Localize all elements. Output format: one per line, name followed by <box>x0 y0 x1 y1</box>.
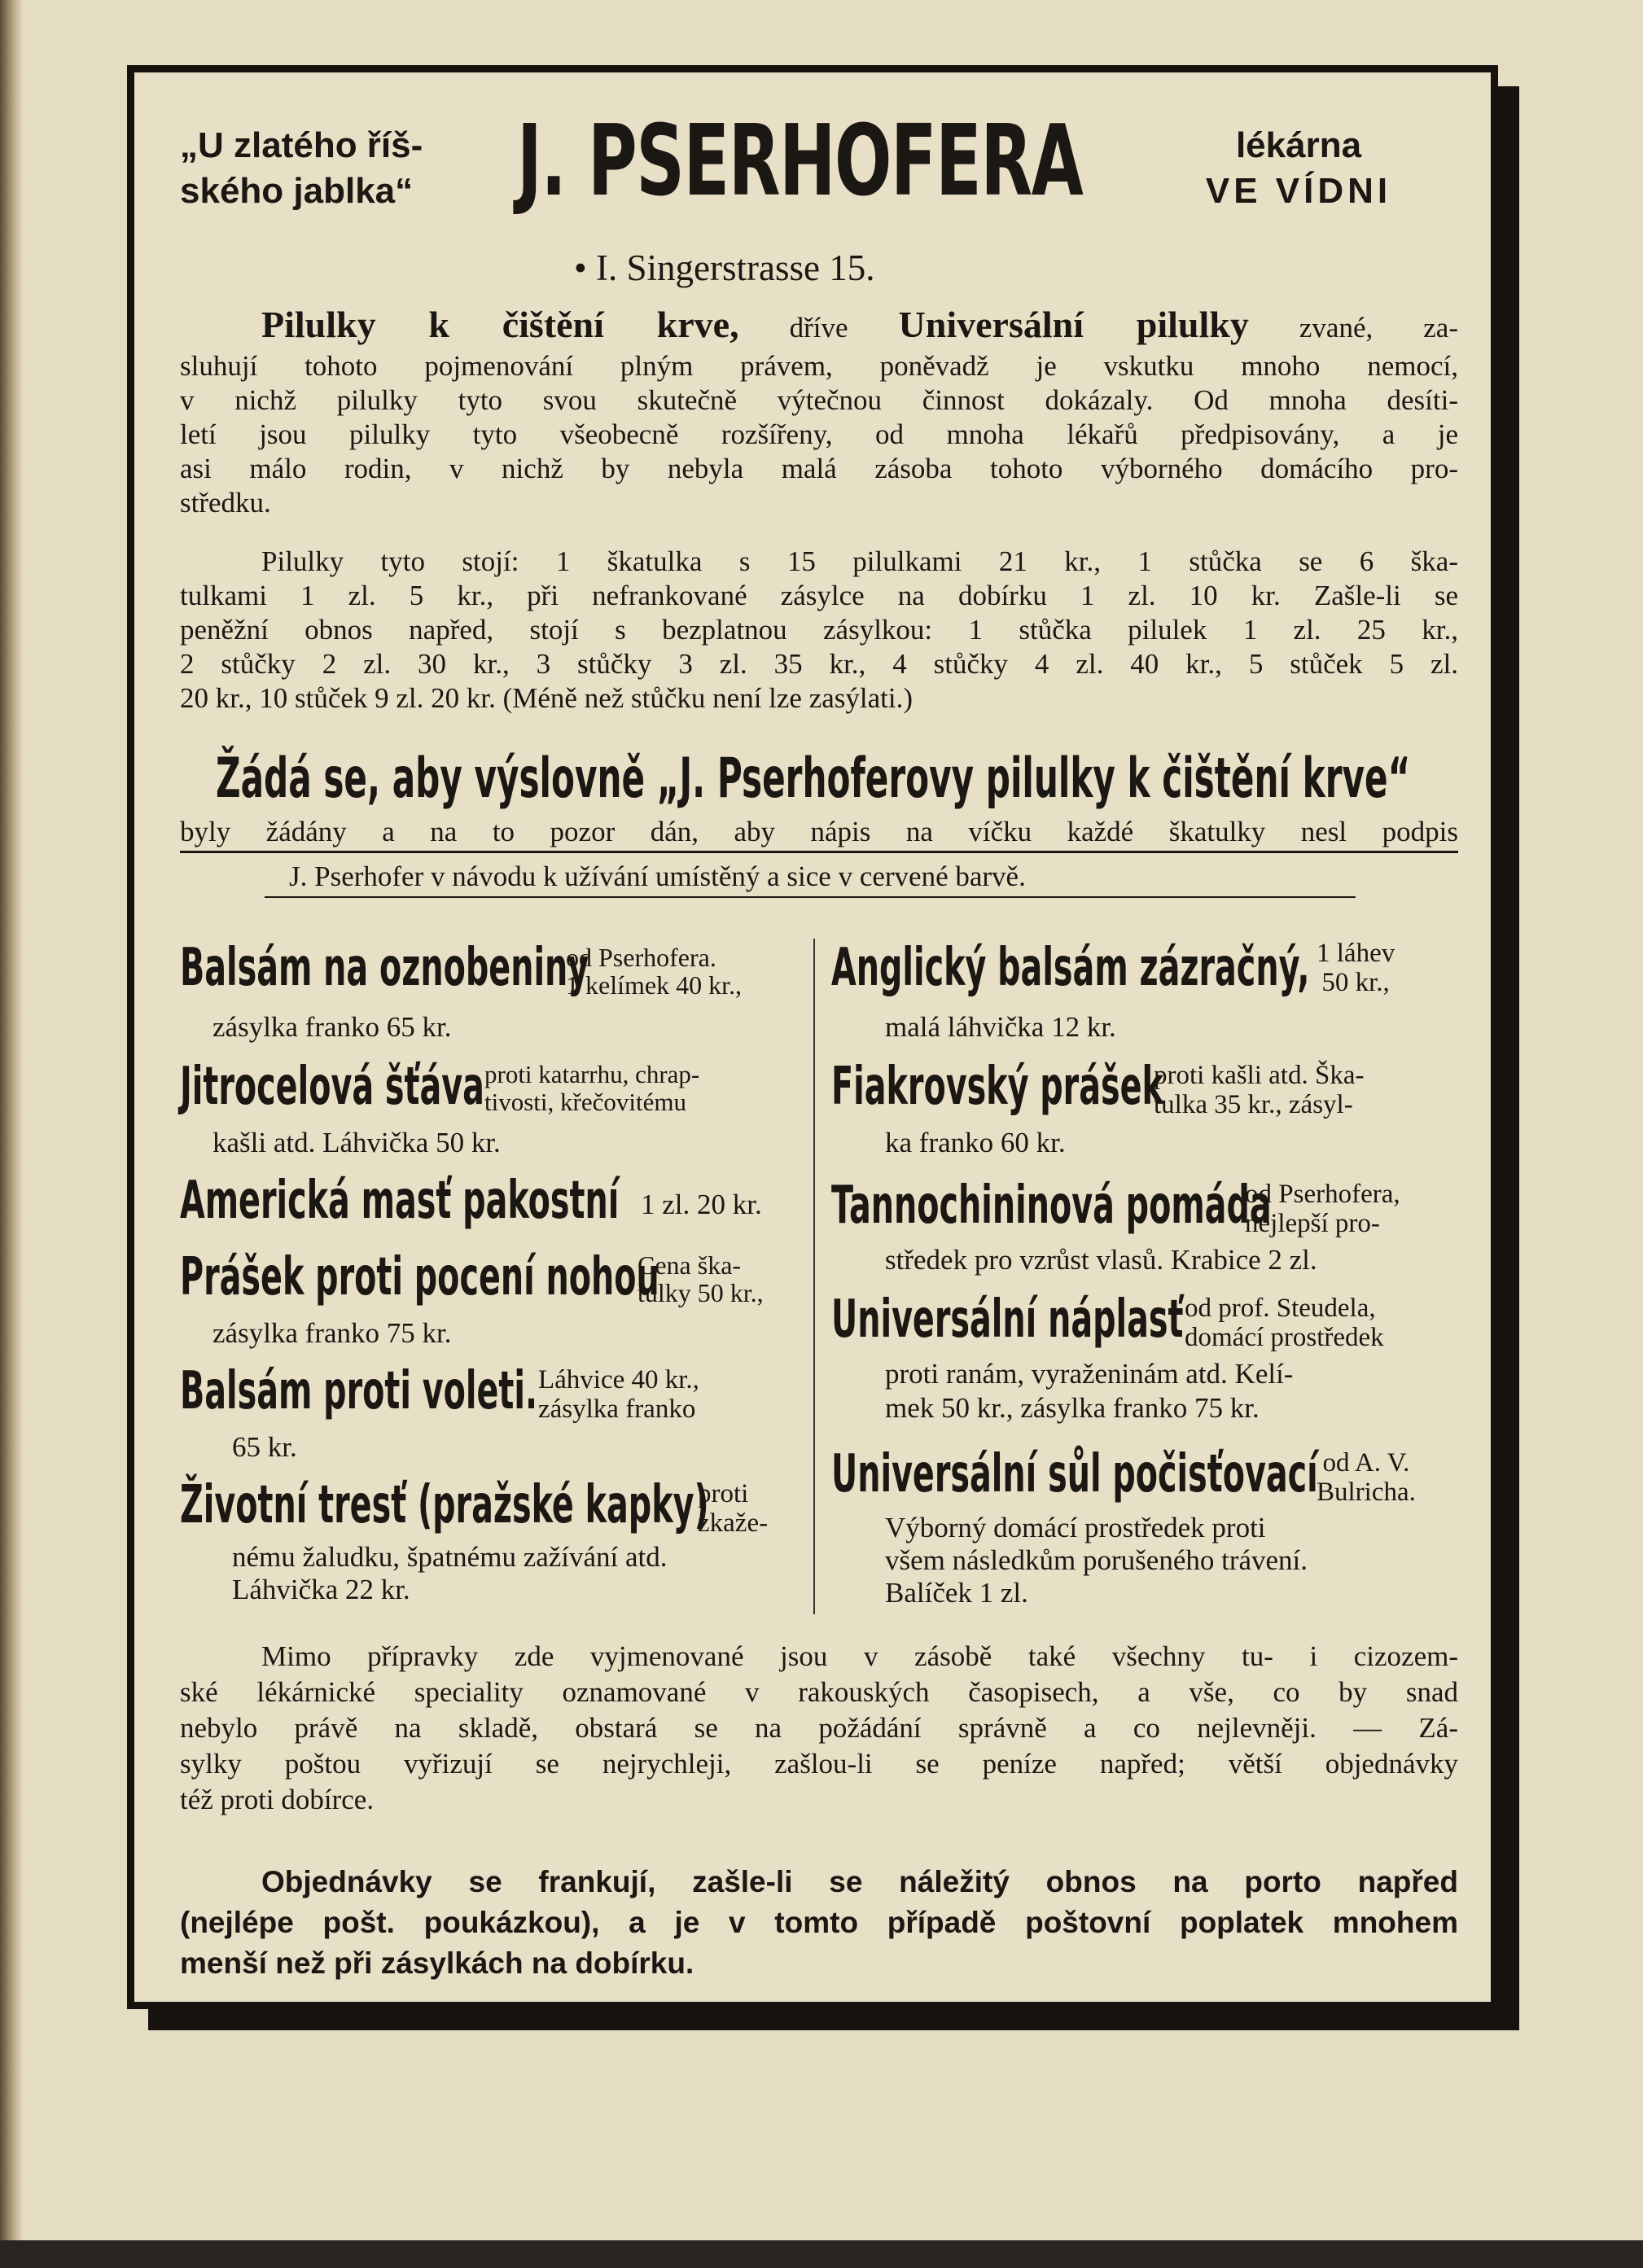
pharmacist-name: J. PSERHOFERA <box>517 105 1083 218</box>
product-detail: zásylka franko 65 kr. <box>212 1011 452 1043</box>
request-heading: Žádá se, aby výslovně „J. Pserhoferovy pilulky k čištění krve“ <box>216 747 1411 811</box>
pharmacy-location <box>1160 123 1437 214</box>
price-line: Pilulky tyto stojí: 1 škatulka s 15 pilulkami 21 kr., 1 stůčka se 6 ška- <box>261 545 1458 577</box>
closing-line: sylky poštou vyřizují se nejrychleji, zašlou-li se peníze napřed; větší objednávky <box>180 1748 1458 1780</box>
intro-line: středku. <box>180 487 271 519</box>
product-note-line: Cena ška- <box>637 1250 742 1280</box>
product-detail: zásylka franko 75 kr. <box>212 1317 452 1349</box>
closing-line: nebylo právě na skladě, obstará se na požádání správně a co nejlevněji. — Zá- <box>180 1712 1458 1744</box>
product-detail: ka franko 60 kr. <box>885 1127 1066 1158</box>
product-note <box>637 1251 764 1307</box>
intro-line: zvané, za- <box>1299 312 1458 344</box>
notice-line: menší než při zásylkách na dobírku. <box>180 1946 694 1980</box>
product-detail <box>232 1541 668 1606</box>
product-name: Americká masť pakostní <box>180 1171 620 1231</box>
notice-line: (nejlépe pošt. poukázkou), a je v tomto případě poštovní poplatek mnohem <box>180 1906 1458 1939</box>
shop-sign-line-1: „U zlatého říš- <box>180 125 423 165</box>
price-line: peněžní obnos napřed, stojí s bezplatnou zásylkou: 1 stůčka pilulek 1 zl. 25 kr., <box>180 614 1458 646</box>
right-product-column <box>831 935 1458 1629</box>
price-line: tulkami 1 zl. 5 kr., při nefrankované zásylce na dobírku 1 zl. 10 kr. Zašle-li se <box>180 580 1458 611</box>
column-divider <box>813 939 815 1614</box>
product-note-line: 50 kr., <box>1321 968 1390 997</box>
product-note-line: proti <box>698 1479 749 1508</box>
product-note-line: od A. V. <box>1322 1448 1410 1478</box>
product-detail <box>885 1357 1293 1425</box>
product-name: Balsám na oznobeniny <box>180 938 589 998</box>
product-entry <box>180 1245 799 1359</box>
pharmacy-label: lékárna <box>1235 125 1362 165</box>
rule-bottom <box>265 896 1356 898</box>
shop-sign-text <box>180 123 423 214</box>
ordering-notice <box>180 1862 1458 1984</box>
intro-line: asi málo rodin, v nichž by nebyla malá zásoba tohoto výborného domácího pro- <box>180 453 1458 484</box>
product-detail-line: nému žaludku, špatnému zažívání atd. <box>232 1541 668 1573</box>
product-name: Fiakrovský prášek <box>831 1057 1163 1117</box>
closing-line: Mimo přípravky zde vyjmenované jsou v zásobě také všechny tu- i cizozem- <box>261 1640 1458 1672</box>
product-note-line: zkaže- <box>698 1508 769 1538</box>
product-note <box>538 1365 699 1424</box>
product-name: Anglický balsám zázračný, <box>831 938 1310 998</box>
product-note-line: 1 kelímek 40 kr., <box>566 970 742 1000</box>
formerly-word: dříve <box>789 312 848 344</box>
product-note-line: tulka 35 kr., zásyl- <box>1154 1090 1353 1119</box>
product-detail-line: proti ranám, vyraženinám atd. Kelí- <box>885 1358 1294 1390</box>
product-entry <box>831 1054 1458 1173</box>
product-note <box>1317 939 1395 997</box>
product-note-line: tulky 50 kr., <box>637 1278 764 1307</box>
product-note-line: zásylka franko <box>538 1395 696 1424</box>
product-detail-line: mek 50 kr., zásylka franko 75 kr. <box>885 1392 1260 1424</box>
product-name: Balsám proti voleti. <box>180 1361 538 1421</box>
product-detail: středek pro vzrůst vlasů. Krabice 2 zl. <box>885 1244 1317 1276</box>
prices-paragraph <box>180 545 1458 716</box>
closing-line: ské lékárnické speciality oznamované v rakouských časopisech, a vše, co by snad <box>180 1676 1458 1708</box>
closing-line: též proti dobírce. <box>180 1784 375 1815</box>
product-entry <box>180 1168 799 1245</box>
intro-first-line <box>180 304 1458 349</box>
product-note <box>566 944 742 999</box>
product-detail-line: Balíček 1 zl. <box>885 1577 1028 1609</box>
product-detail: malá láhvička 12 kr. <box>885 1011 1116 1043</box>
product-note <box>484 1061 699 1116</box>
city-label: VE VÍDNI <box>1205 171 1392 211</box>
product-detail: 65 kr. <box>232 1431 297 1463</box>
product-note-line: Bulricha. <box>1317 1478 1416 1507</box>
product-name: Jitrocelová šťáva <box>180 1057 484 1117</box>
product-former-title: Universální pilulky <box>898 304 1249 345</box>
product-detail-line: Láhvička 22 kr. <box>232 1574 410 1605</box>
product-entry <box>831 1173 1458 1287</box>
rule-top <box>180 851 1458 853</box>
product-name: Prášek proti pocení nohou <box>180 1247 659 1307</box>
product-entry <box>180 1473 799 1627</box>
product-name: Universální náplasť <box>831 1289 1184 1350</box>
intro-line: letí jsou pilulky tyto všeobecně rozšířeny, od mnoha lékařů předpisovány, a je <box>180 418 1458 450</box>
product-detail-line: Výborný domácí prostředek proti <box>885 1512 1266 1543</box>
left-product-column <box>180 935 799 1627</box>
book-spine-shadow <box>0 0 23 2268</box>
intro-paragraph <box>180 304 1458 520</box>
product-entry <box>831 1287 1458 1442</box>
product-detail: kašli atd. Láhvička 50 kr. <box>212 1127 501 1158</box>
product-entry <box>831 935 1458 1054</box>
product-note <box>1245 1180 1400 1238</box>
product-note-line: proti kašli atd. Ška- <box>1154 1061 1365 1090</box>
price-line: 20 kr., 10 stůček 9 zl. 20 kr. (Méně než stůčku není lze zasýlati.) <box>180 682 914 714</box>
address: • I. Singerstrasse 15. <box>574 247 875 288</box>
shop-sign-line-2: ského jablka“ <box>180 171 414 211</box>
product-note-line: Láhvice 40 kr., <box>538 1365 699 1395</box>
product-note-line: 1 láhev <box>1317 939 1395 968</box>
product-entry <box>180 1359 799 1473</box>
product-entry <box>180 935 799 1054</box>
product-note-line: domácí prostředek <box>1185 1323 1384 1352</box>
product-entry <box>180 1054 799 1168</box>
notice-line: Objednávky se frankují, zašle-li se náležitý obnos na porto napřed <box>261 1865 1458 1898</box>
product-note <box>698 1479 768 1538</box>
request-line-2: J. Pserhofer v návodu k užívání umístěný a sice v cervené barvě. <box>289 860 1026 892</box>
product-name: Životní tresť (pražské kapky) <box>180 1475 709 1535</box>
product-note-line: tivosti, křečovitému <box>484 1088 686 1116</box>
product-name: Universální sůl počisťovací <box>831 1444 1318 1504</box>
product-note: 1 zl. 20 kr. <box>641 1189 762 1220</box>
intro-line: v nichž pilulky tyto svou skutečně výtečnou činnost dokázaly. Od mnoha desíti- <box>180 384 1458 416</box>
product-note-line: nejlepší pro- <box>1245 1209 1380 1238</box>
product-note <box>1317 1448 1416 1507</box>
product-detail <box>885 1512 1308 1609</box>
product-name: Tannochininová pomáda <box>831 1176 1272 1236</box>
product-note <box>1185 1294 1384 1352</box>
closing-paragraph <box>180 1639 1458 1818</box>
product-detail-line: všem následkům porušeného trávení. <box>885 1544 1308 1576</box>
intro-line: sluhují tohoto pojmenování plným právem, poněvadž je vskutku mnoho nemocí, <box>180 350 1458 382</box>
bottom-border-band <box>0 2240 1643 2268</box>
product-entry <box>831 1442 1458 1629</box>
request-line-1: byly žádány a na to pozor dán, aby nápis na víčku každé škatulky nesl podpis <box>180 816 1458 847</box>
product-note-line: proti katarrhu, chrap- <box>484 1060 700 1088</box>
product-note <box>1154 1061 1364 1119</box>
price-line: 2 stůčky 2 zl. 30 kr., 3 stůčky 3 zl. 35 kr., 4 stůčky 4 zl. 40 kr., 5 stůček 5 zl. <box>180 648 1458 680</box>
product-note-line: od Pserhofera, <box>1245 1180 1400 1209</box>
product-note-line: od prof. Steudela, <box>1185 1294 1376 1323</box>
product-note-line: od Pserhofera. <box>566 943 716 972</box>
advertisement-frame <box>127 65 1498 2009</box>
product-title: Pilulky k čištění krve, <box>261 304 739 345</box>
